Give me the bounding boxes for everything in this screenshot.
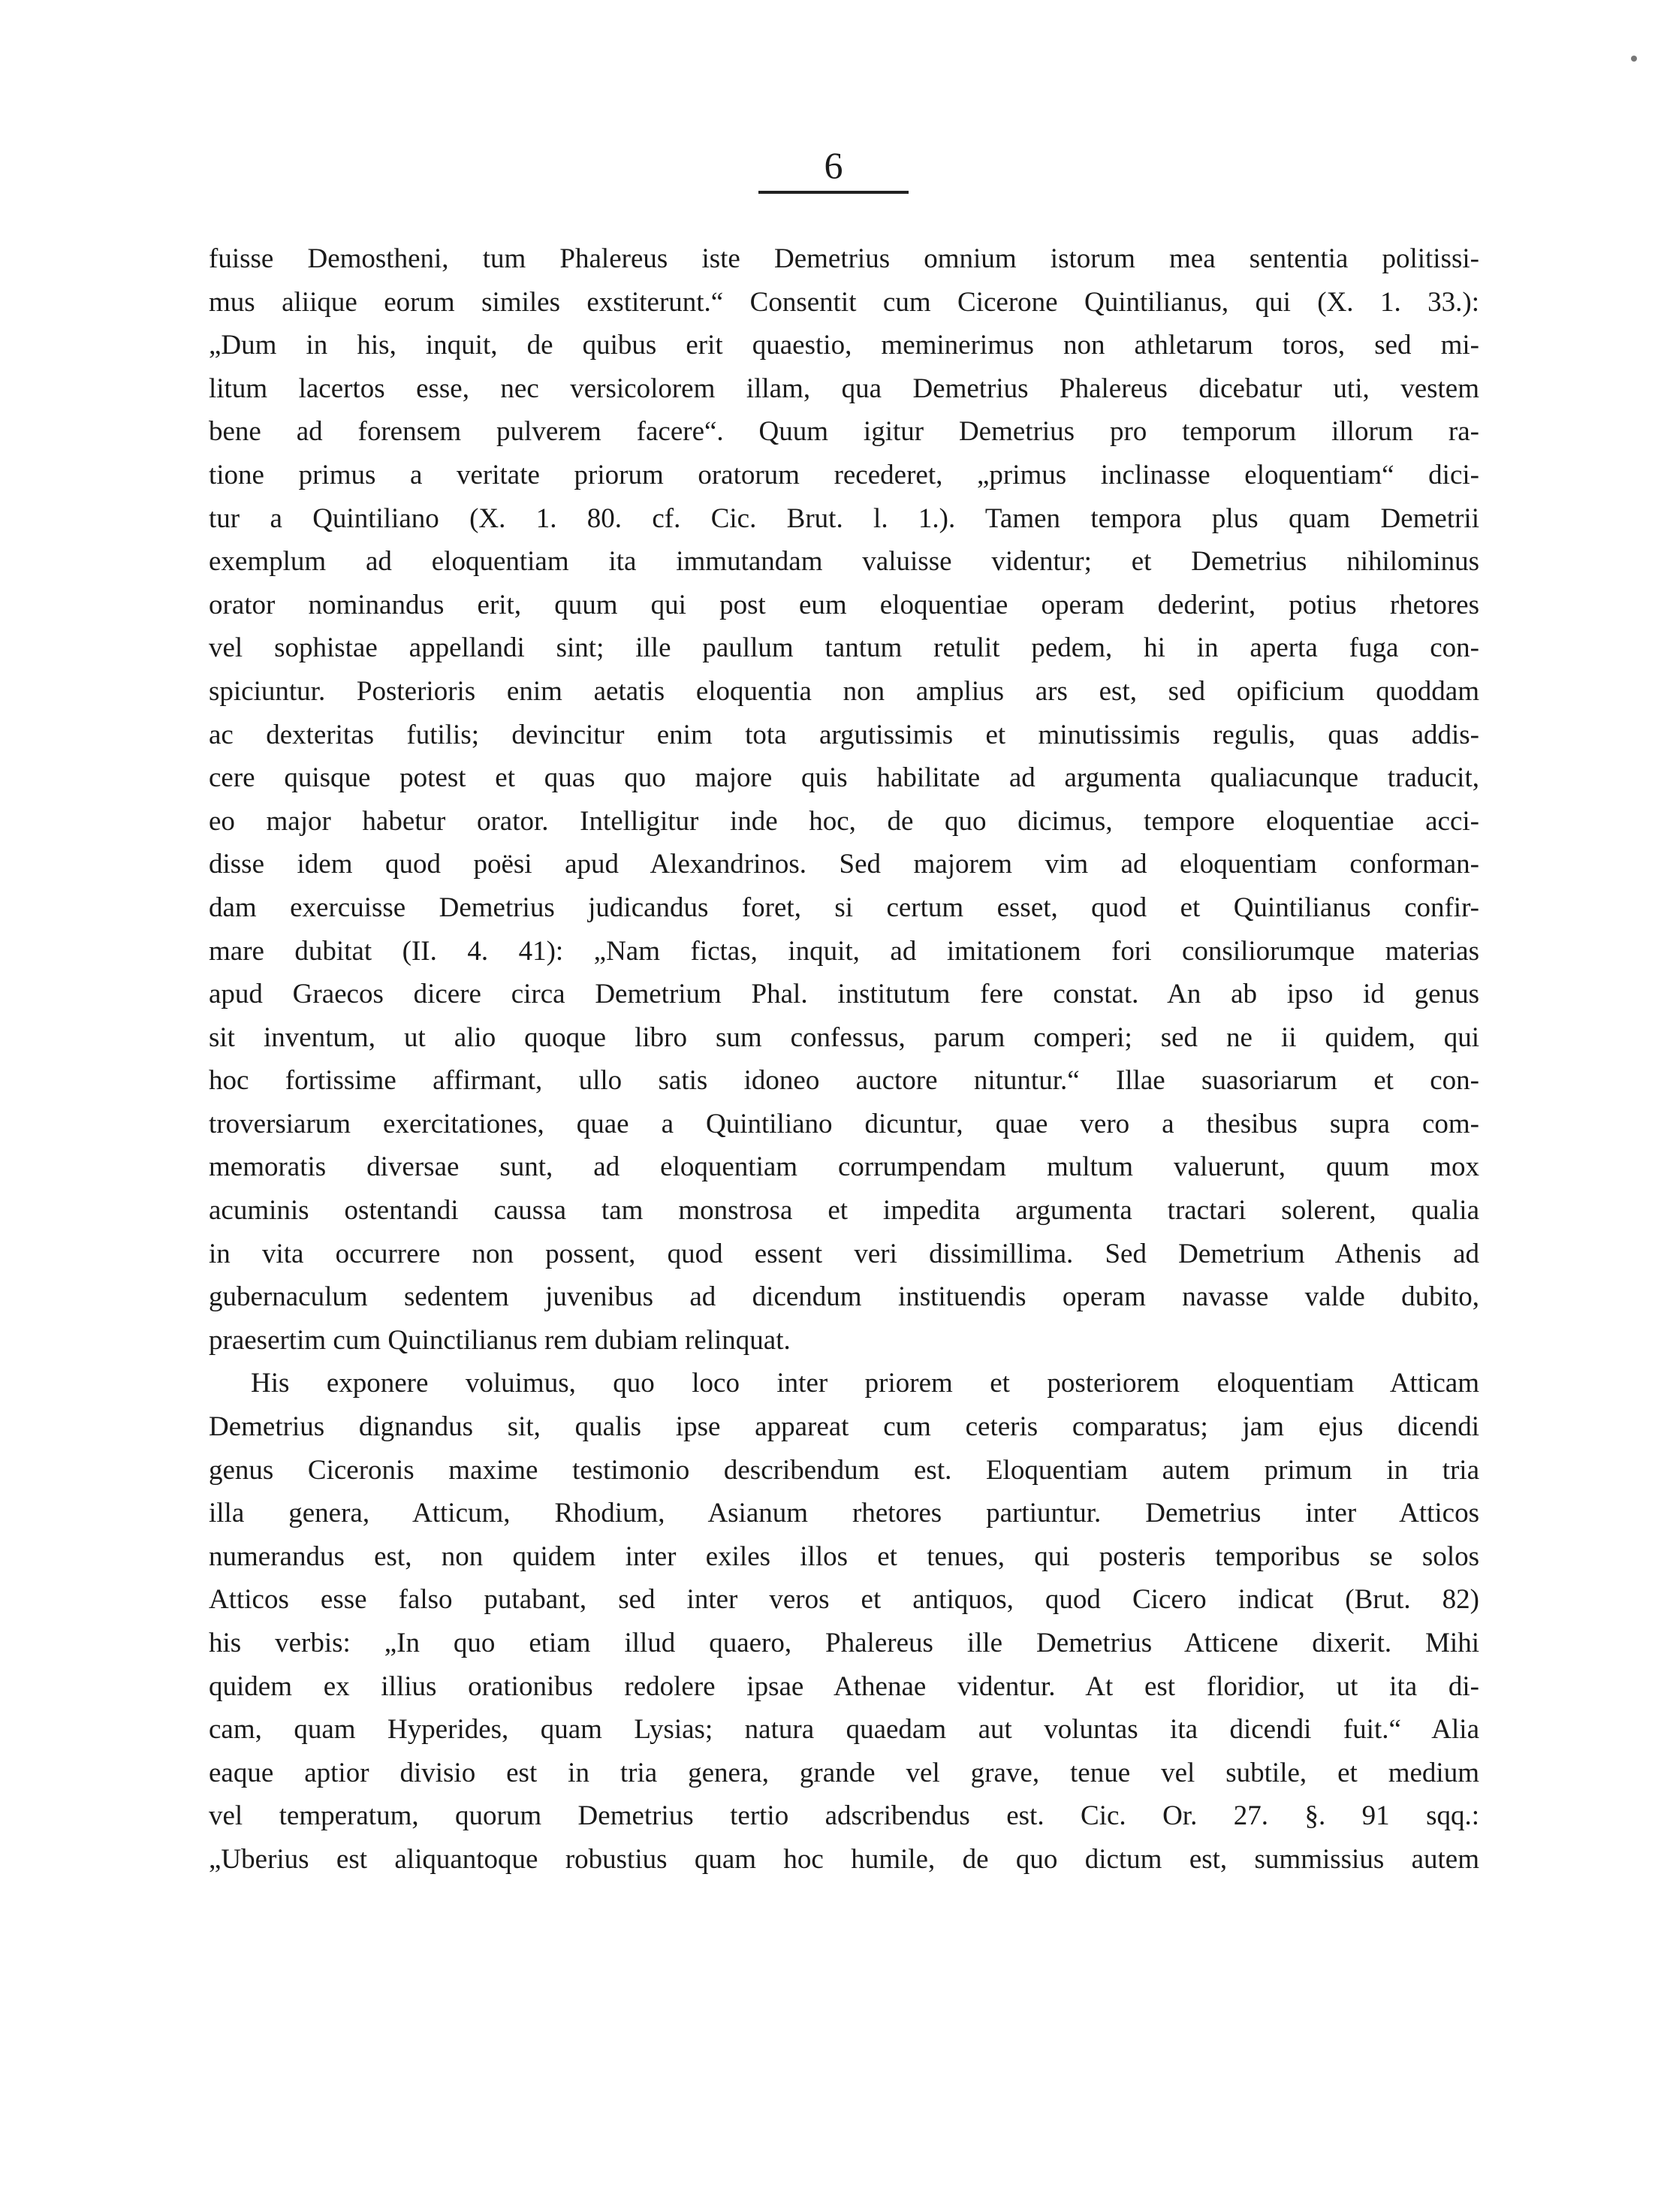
text-line: Atticos esse falso putabant, sed inter veros et antiquos, quod Cicero indicat (Brut. 82) xyxy=(209,1584,1479,1616)
paper-speck xyxy=(1631,56,1637,62)
text-line: spiciuntur. Posterioris enim aetatis eloquentia non amplius ars est, sed opificium quoddam xyxy=(209,675,1479,707)
text-line: memoratis diversae sunt, ad eloquentiam corrumpendam multum valuerunt, quum mox xyxy=(209,1151,1479,1183)
text-line: acuminis ostentandi caussa tam monstrosa et impedita argumenta tractari solerent, qualia xyxy=(209,1195,1479,1227)
text-line: vel temperatum, quorum Demetrius tertio adscribendus est. Cic. Or. 27. §. 91 sqq.: xyxy=(209,1800,1479,1832)
text-line: in vita occurrere non possent, quod essent veri dissimillima. Sed Demetrium Athenis ad xyxy=(209,1238,1479,1269)
text-line: gubernaculum sedentem juvenibus ad dicendum instituendis operam navasse valde dubito, xyxy=(209,1281,1479,1313)
text-line: His exponere voluimus, quo loco inter priorem et posteriorem eloquentiam Atticam xyxy=(251,1368,1479,1399)
text-line: illa genera, Atticum, Rhodium, Asianum rhetores partiuntur. Demetrius inter Atticos xyxy=(209,1498,1479,1529)
text-line: orator nominandus erit, quum qui post eum eloquentiae operam dederint, potius rhetores xyxy=(209,589,1479,620)
text-line: mare dubitat (II. 4. 41): „Nam fictas, inquit, ad imitationem fori consiliorumque materias xyxy=(209,935,1479,967)
text-line: quidem ex illius orationibus redolere ipsae Athenae videntur. At est floridior, ut ita di- xyxy=(209,1670,1479,1702)
text-line: cam, quam Hyperides, quam Lysias; natura quaedam aut voluntas ita dicendi fuit.“ Alia xyxy=(209,1714,1479,1746)
text-line: numerandus est, non quidem inter exiles illos et tenues, qui posteris temporibus se solos xyxy=(209,1541,1479,1572)
text-line: litum lacertos esse, nec versicolorem illam, qua Demetrius Phalereus dicebatur uti, vestem xyxy=(209,373,1479,404)
text-line: eaque aptior divisio est in tria genera, grande vel grave, tenue vel subtile, et medium xyxy=(209,1757,1479,1788)
text-line: his verbis: „In quo etiam illud quaero, Phalereus ille Demetrius Atticene dixerit. Mihi xyxy=(209,1628,1479,1658)
text-line: praesertim cum Quinctilianus rem dubiam relinquat. xyxy=(209,1324,791,1356)
text-line: vel sophistae appellandi sint; ille paullum tantum retulit pedem, hi in aperta fuga con- xyxy=(209,632,1479,664)
text-line: sit inventum, ut alio quoque libro sum confessus, parum comperi; sed ne ii quidem, qui xyxy=(209,1022,1479,1053)
page-number: 6 xyxy=(824,144,843,186)
text-line: disse idem quod poësi apud Alexandrinos. Sed majorem vim ad eloquentiam conforman- xyxy=(209,849,1479,880)
text-line: Demetrius dignandus sit, qualis ipse appareat cum ceteris comparatus; jam ejus dicendi xyxy=(209,1411,1479,1443)
text-line: exemplum ad eloquentiam ita immutandam valuisse videntur; et Demetrius nihilominus xyxy=(209,546,1479,578)
text-line: bene ad forensem pulverem facere“. Quum igitur Demetrius pro temporum illorum ra- xyxy=(209,416,1479,448)
text-line: eo major habetur orator. Intelligitur inde hoc, de quo dicimus, tempore eloquentiae acci- xyxy=(209,805,1479,837)
text-line: ac dexteritas futilis; devincitur enim tota argutissimis et minutissimis regulis, quas addis- xyxy=(209,719,1479,750)
page-header xyxy=(758,143,909,194)
text-line: fuisse Demostheni, tum Phalereus iste Demetrius omnium istorum mea sententia politissi- xyxy=(209,243,1479,274)
text-line: mus aliique eorum similes exstiterunt.“ Consentit cum Cicerone Quintilianus, qui (X. 1. 33.): xyxy=(209,286,1479,318)
text-line: genus Ciceronis maxime testimonio describendum est. Eloquentiam autem primum in tria xyxy=(209,1454,1479,1486)
body-text xyxy=(209,237,1479,1882)
text-line: hoc fortissime affirmant, ullo satis idoneo auctore nituntur.“ Illae suasoriarum et con- xyxy=(209,1065,1479,1097)
paragraph-2 xyxy=(209,1362,1479,1881)
text-line: dam exercuisse Demetrius judicandus foret, si certum esset, quod et Quintilianus confir- xyxy=(209,892,1479,923)
paragraph-1 xyxy=(209,237,1479,1362)
text-line: troversiarum exercitationes, quae a Quintiliano dicuntur, quae vero a thesibus supra com- xyxy=(209,1108,1479,1139)
text-line: cere quisque potest et quas quo majore quis habilitate ad argumenta qualiacunque traducit, xyxy=(209,762,1479,794)
text-line: „Dum in his, inquit, de quibus erit quaestio, meminerimus non athletarum toros, sed mi- xyxy=(209,330,1479,361)
text-line: tione primus a veritate priorum oratorum recederet, „primus inclinasse eloquentiam“ dici- xyxy=(209,459,1479,490)
text-line: apud Graecos dicere circa Demetrium Phal. institutum fere constat. An ab ipso id genus xyxy=(209,979,1479,1010)
page-number-rule xyxy=(758,191,909,194)
text-line: tur a Quintiliano (X. 1. 80. cf. Cic. Brut. l. 1.). Tamen tempora plus quam Demetrii xyxy=(209,502,1479,534)
text-line: „Uberius est aliquantoque robustius quam hoc humile, de quo dictum est, summissius autem xyxy=(209,1843,1479,1875)
